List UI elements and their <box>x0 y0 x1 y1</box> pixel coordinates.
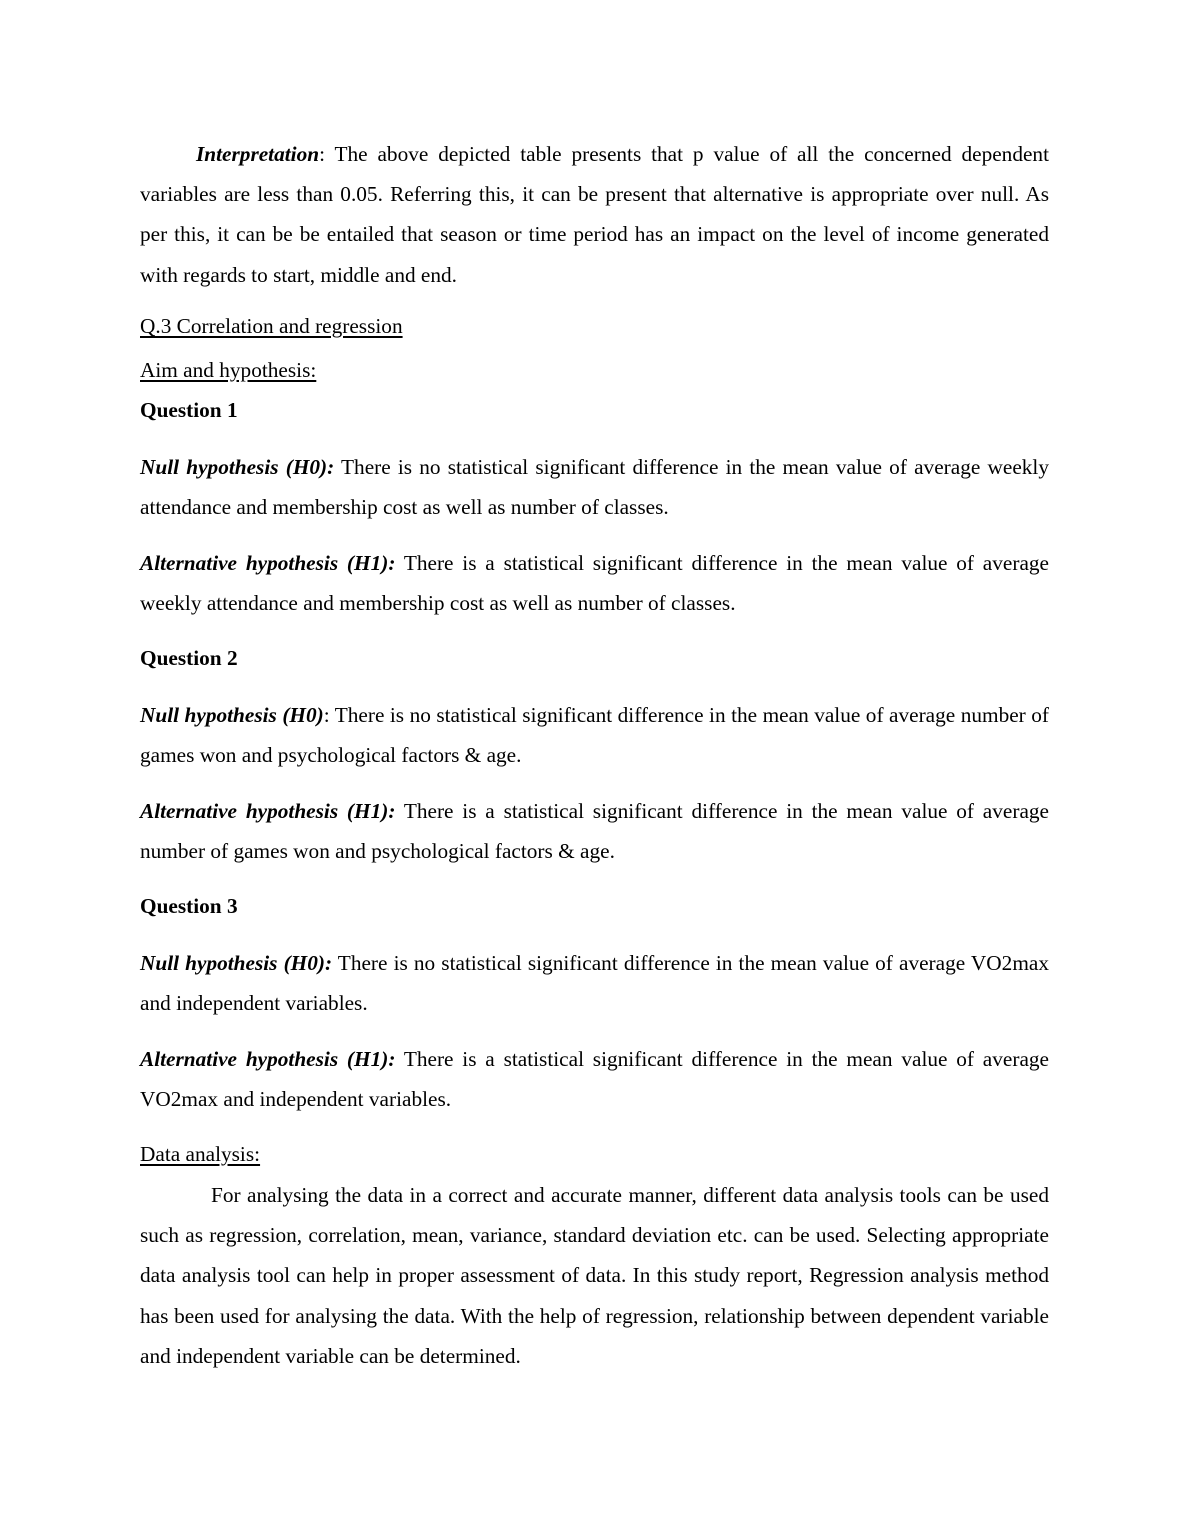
null-hypothesis-text: There is no statistical significant difference in the mean value of average VO2max and independent variables. <box>140 951 1050 1016</box>
alternative-hypothesis-label: Alternative hypothesis (H1): <box>140 799 396 823</box>
alternative-hypothesis-text: There is a statistical significant difference in the mean value of average VO2max and independent variables. <box>140 1047 1050 1112</box>
question-2-null-hypothesis <box>140 695 1049 775</box>
aim-heading: Aim and hypothesis: <box>140 358 317 382</box>
question-3-title: Question 3 <box>140 894 238 918</box>
null-hypothesis-text: There is no statistical significant difference in the mean value of average weekly attendance and membership cost as well as number of classes. <box>140 455 1049 520</box>
section-heading: Q.3 Correlation and regression <box>140 314 403 338</box>
question-1-null-hypothesis <box>140 447 1049 527</box>
interpretation-text: The above depicted table presents that p value of all the concerned dependent variables are less than 0.05. Referring this, it can be present that alternative is appropriate over null. As per this, it can be be entailed that season or time period has an impact on the level of income generated with regards to start, middle and end. <box>140 142 1049 287</box>
data-analysis-heading: Data analysis: <box>140 1142 261 1166</box>
interpretation-label: Interpretation <box>196 142 320 166</box>
question-2-title: Question 2 <box>140 646 238 670</box>
question-3-null-hypothesis <box>140 943 1049 1023</box>
question-1-alternative-hypothesis <box>140 543 1049 623</box>
interpretation-separator: : <box>319 142 325 166</box>
question-1-title: Question 1 <box>140 398 238 422</box>
alternative-hypothesis-label: Alternative hypothesis (H1): <box>140 1047 396 1071</box>
null-hypothesis-label: Null hypothesis (H0): <box>140 455 335 479</box>
question-3-alternative-hypothesis <box>140 1039 1049 1119</box>
question-2-alternative-hypothesis <box>140 791 1049 871</box>
alternative-hypothesis-label: Alternative hypothesis (H1): <box>140 551 396 575</box>
alternative-hypothesis-text: There is a statistical significant difference in the mean value of average weekly attendance and membership cost as well as number of classes. <box>140 551 1050 616</box>
null-hypothesis-label: Null hypothesis (H0) <box>140 703 324 727</box>
data-analysis-paragraph: For analysing the data in a correct and accurate manner, different data analysis tools can be used such as regression, correlation, mean, variance, standard deviation etc. can be used. Selecting appropriate data analysis tool can help in proper assessment of data. In this study report, Regression analysis method has been used for analysing the data. With the help of regression, relationship between dependent variable and independent variable can be determined. <box>140 1183 1049 1368</box>
null-hypothesis-text: : There is no statistical significant difference in the mean value of average number of games won and psychological factors & age. <box>140 703 1049 768</box>
null-hypothesis-label: Null hypothesis (H0): <box>140 951 333 975</box>
alternative-hypothesis-text: There is a statistical significant difference in the mean value of average number of games won and psychological factors & age. <box>140 799 1050 864</box>
interpretation-paragraph <box>140 134 1049 295</box>
